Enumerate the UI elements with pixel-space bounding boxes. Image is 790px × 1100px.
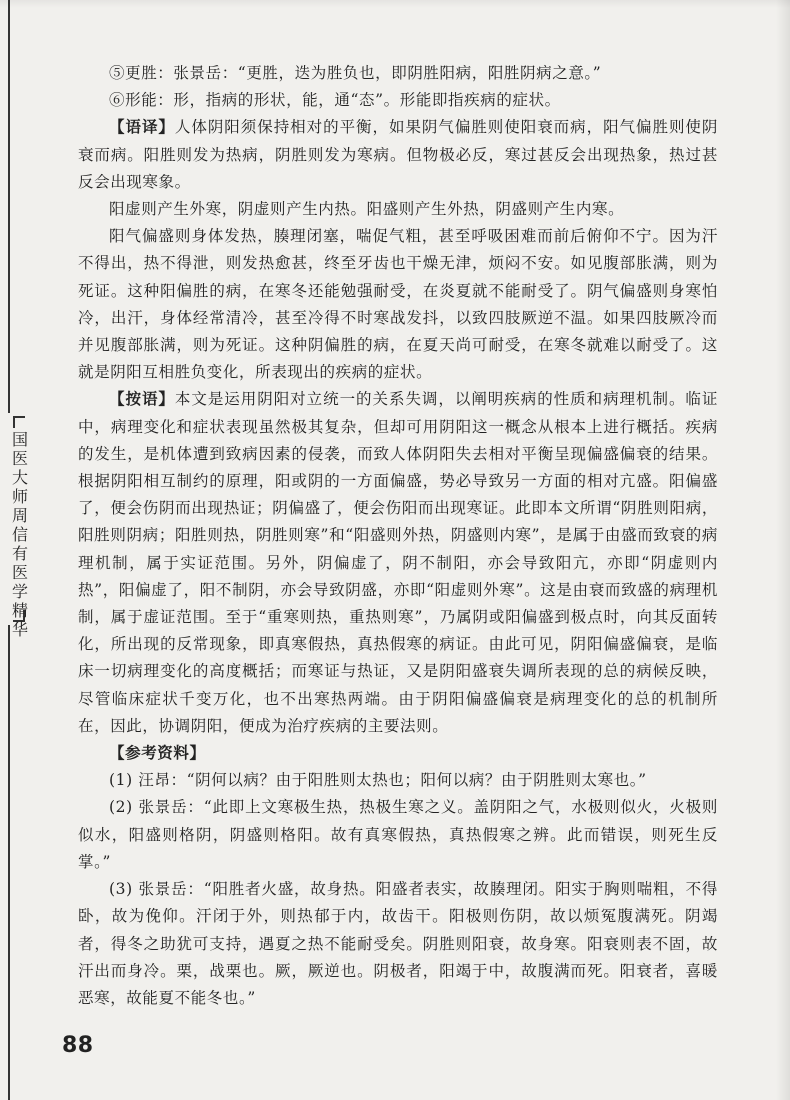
side-title-char: 华 <box>11 620 28 639</box>
commentary-label: 【按语】 <box>109 390 175 409</box>
reference-item-1: (1) 汪昂：“阴何以病？由于阳胜则太热也；阳何以病？由于阴胜则太寒也。” <box>109 771 647 790</box>
reference-item-2: (2) 张景岳：“此即上文寒极生热，热极生寒之义。盖阴阳之气，水极则似火，火极则似水，阳盛则格阴，阴盛则格阳。故有真寒假热，真热假寒之辨。此而错误，则死生反掌。” <box>78 798 718 871</box>
translation-paragraph-2: 阳虚则产生外寒，阴虚则产生内热。阳盛则产生外热，阴盛则产生内寒。 <box>109 200 625 219</box>
translation-paragraph-3: 阳气偏盛则身体发热，腠理闭塞，喘促气粗，甚至呼吸困难而前后俯仰不宁。因为汗不得出，热不得泄，则发热愈甚，终至牙齿也干燥无津，烦闷不安。如见腹部胀满，则为死证。这种阳偏胜的病，在寒冬还能勉强耐受，在炎夏就不能耐受了。阴气偏盛则身寒怕冷，出汗，身体经常清冷，甚至冷得不时寒战发抖，以致四肢厥逆不温。如果四肢厥冷而并见腹部胀满，则为死证。这种阴偏胜的病，在夏天尚可耐受，在寒冬就难以耐受了。这就是阴阳互相胜负变化，所表现出的疾病的症状。 <box>78 227 718 382</box>
page-top-shadow <box>0 0 790 8</box>
references-label: 【参考资料】 <box>109 744 206 763</box>
side-title-char: 周 <box>11 506 28 525</box>
references-heading <box>78 740 718 767</box>
translation-paragraph-1 <box>78 114 718 196</box>
side-title-char: 精 <box>11 601 28 620</box>
side-bracket-top <box>13 416 25 428</box>
side-title-char: 师 <box>11 487 28 506</box>
note-5: ⑤更胜：张景岳：“更胜，迭为胜负也，即阴胜阳病，阳胜阴病之意。” <box>109 64 602 82</box>
side-title-char: 医 <box>11 563 28 582</box>
side-title-char: 有 <box>11 544 28 563</box>
translation-text-1: 人体阴阳须保持相对的平衡，如果阴气偏胜则使阳衰而病，阳气偏胜则使阴衰而病。阳胜则发为热病，阴胜则发为寒病。但物极必反，寒过甚反会出现热象，热过甚反会出现寒象。 <box>78 118 718 191</box>
page-number: 88 <box>62 1033 94 1058</box>
side-title-char: 医 <box>11 449 28 468</box>
side-title-char: 信 <box>11 525 28 544</box>
side-title-char: 国 <box>11 430 28 449</box>
side-title-char: 大 <box>11 468 28 487</box>
commentary-paragraph <box>78 386 718 740</box>
side-title-char: 学 <box>11 582 28 601</box>
note-6: ⑥形能：形，指病的形状，能，通“态”。形能即指疾病的症状。 <box>109 91 561 110</box>
page-gutter-shadow <box>776 0 790 1100</box>
reference-item-3: (3) 张景岳：“阳胜者火盛，故身热。阳盛者表实，故腠理闭。阳实于胸则喘粗，不得卧，故为俛仰。汗闭于外，则热郁于内，故齿干。阳极则伤阴，故以烦冤腹满死。阴竭者，得冬之助犹可支持，遇夏之热不能耐受矣。阴胜则阳衰，故身寒。阳衰则表不固，故汗出而身冷。栗，战栗也。厥，厥逆也。阴极者，阳竭于中，故腹满而死。阳衰者，喜暖恶寒，故能夏不能冬也。” <box>78 880 718 1007</box>
page-content <box>78 60 718 1012</box>
commentary-text: 本文是运用阴阳对立统一的关系失调，以阐明疾病的性质和病理机制。临证中，病理变化和症状表现虽然极其复杂，但却可用阴阳这一概念从根本上进行概括。疾病的发生，是机体遭到致病因素的侵袭，而致人体阴阳失去相对平衡呈现偏盛偏衰的结果。根据阴阳相互制约的原理，阳或阴的一方面偏盛，势必导致另一方面的相对亢盛。阳偏盛了，便会伤阴而出现热证；阴偏盛了，便会伤阳而出现寒证。此即本文所谓“阴胜则阳病，阳胜则阴病；阳胜则热，阴胜则寒”和“阳盛则外热，阴盛则内寒”，是属于由盛而致衰的病理机制，属于实证范围。另外，阴偏虚了，阴不制阳，亦会导致阳亢，亦即“阴虚则内热”，阳偏虚了，阳不制阴，亦会导致阴盛，亦即“阳虚则外寒”。这是由衰而致盛的病理机制，属于虚证范围。至于“重寒则热，重热则寒”，乃属阴或阳偏盛到极点时，向其反面转化，所出现的反常现象，即真寒假热，真热假寒的病证。由此可见，阴阳偏盛偏衰，是临床一切病理变化的高度概括；而寒证与热证，又是阴阳盛衰失调所表现的总的病候反映，尽管临床症状千变万化，也不出寒热两端。由于阴阳偏盛偏衰是病理变化的总的机制所在，因此，协调阴阳，便成为治疗疾病的主要法则。 <box>78 390 718 735</box>
side-book-title <box>8 430 32 639</box>
translation-label: 【语译】 <box>109 118 175 137</box>
